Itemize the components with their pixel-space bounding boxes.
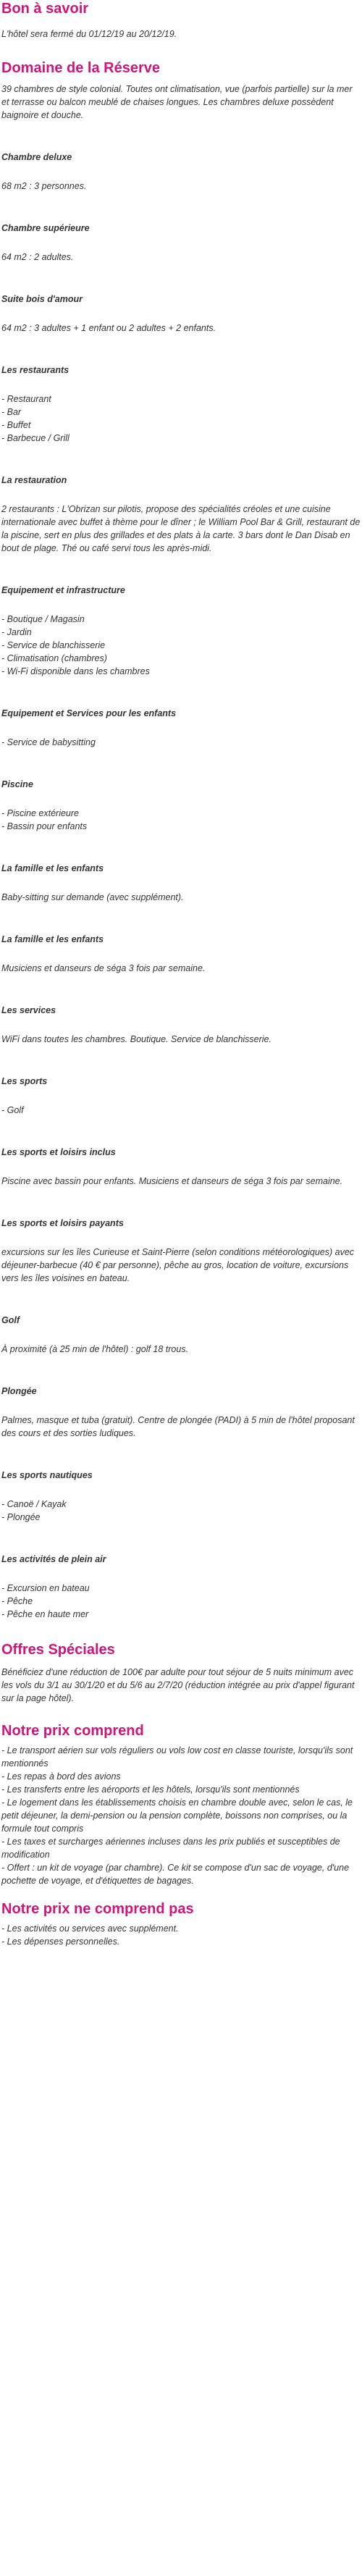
section (1, 1314, 361, 1356)
list-item: - Le transport aérien sur vols réguliers ou vols low cost en classe touriste, lorsqu'ils sont mentionnés (1, 1745, 353, 1769)
section (1, 293, 361, 335)
section-title: Les sports et loisirs inclus (1, 1147, 116, 1157)
section-title: Chambre supérieure (1, 223, 90, 233)
section (1, 1385, 361, 1440)
list-item: - Climatisation (chambres) (1, 653, 107, 663)
section-list (1, 613, 361, 678)
list-item: - Buffet (1, 420, 31, 430)
section (1, 222, 361, 264)
prix-comprend-list (1, 1744, 361, 1887)
section-text: WiFi dans toutes les chambres. Boutique. Service de blanchisserie. (1, 1034, 272, 1044)
list-item: - Bar (1, 407, 22, 417)
prix-ne-comprend-list (1, 1922, 361, 1948)
section-list (1, 1582, 361, 1621)
section-title: Plongée (1, 1386, 37, 1396)
list-item: - Les repas à bord des avions (1, 1771, 121, 1782)
section-title: La famille et les enfants (1, 934, 104, 944)
section (1, 1217, 361, 1285)
list-item: - Canoë / Kayak (1, 1499, 67, 1509)
section-title: Equipement et Services pour les enfants (1, 708, 177, 718)
section-title: Les restaurants (1, 365, 70, 375)
section-text: Musiciens et danseurs de séga 3 fois par semaine. (1, 963, 206, 973)
section-title: Golf (1, 1315, 20, 1325)
section-text: Baby-sitting sur demande (avec supplément). (1, 892, 184, 902)
section-title: Equipement et infrastructure (1, 585, 125, 595)
section (1, 1553, 361, 1621)
section-list (1, 736, 361, 749)
section-text: Piscine avec bassin pour enfants. Musiciens et danseurs de séga 3 fois par semaine. (1, 1176, 343, 1186)
section (1, 1146, 361, 1188)
section-text: À proximité (à 25 min de l'hôtel) : golf 18 trous. (1, 1344, 189, 1354)
section-list (1, 807, 361, 833)
section (1, 1075, 361, 1117)
section (1, 584, 361, 678)
section-title: Les activités de plein air (1, 1554, 106, 1564)
section (1, 474, 361, 555)
section-text: 2 restaurants : L'Obrizan sur pilotis, propose des spécialités créoles et une cuisine internationale avec buffet à thème pour le dîner ; le William Pool Bar & Grill, restaurant de la piscine, sert en plus des grillades et des plats à la carte. 3 bars dont le Dan Disab en bout de plage. Thé ou café servi tous les après-midi. (1, 504, 361, 553)
section-list (1, 1498, 361, 1524)
section-title: Piscine (1, 779, 33, 789)
list-item: - Excursion en bateau (1, 1583, 90, 1593)
section (1, 1469, 361, 1524)
section-title: Les sports (1, 1076, 48, 1086)
list-item: - Service de babysitting (1, 737, 96, 747)
section (1, 151, 361, 193)
list-item: - Wi-Fi disponible dans les chambres (1, 666, 150, 676)
list-item: - Golf (1, 1105, 24, 1115)
section-text: 68 m2 : 3 personnes. (1, 181, 87, 191)
list-item: - Pêche (1, 1596, 33, 1606)
list-item: - Piscine extérieure (1, 808, 79, 818)
section-text: 64 m2 : 3 adultes + 1 enfant ou 2 adultes + 2 enfants. (1, 323, 216, 333)
list-item: - Pêche en haute mer (1, 1609, 89, 1619)
section (1, 1004, 361, 1046)
offres-text: Bénéficiez d'une réduction de 100€ par adulte pour tout séjour de 5 nuits minimum avec les vols du 3/1 au 30/1/20 et du 5/6 au 2/7/20 (réduction intégrée au prix d'appel figurant sur la page hôtel). (1, 1667, 355, 1703)
prix-comprend-heading: Notre prix comprend (1, 1723, 144, 1739)
list-item: - Service de blanchisserie (1, 640, 106, 650)
section-title: Les sports et loisirs payants (1, 1218, 124, 1228)
list-item: - Jardin (1, 627, 32, 637)
section (1, 778, 361, 833)
section-text: 64 m2 : 2 adultes. (1, 252, 74, 262)
prix-ne-comprend-heading: Notre prix ne comprend pas (1, 1901, 194, 1917)
section-title: Les services (1, 1005, 56, 1015)
section-title: La restauration (1, 475, 67, 485)
offres-heading: Offres Spéciales (1, 1642, 115, 1658)
domaine-heading: Domaine de la Réserve (1, 60, 160, 76)
list-item: - Boutique / Magasin (1, 614, 85, 624)
section-title: Suite bois d'amour (1, 294, 83, 304)
section (1, 933, 361, 975)
section-list (1, 1104, 361, 1117)
list-item: - Barbecue / Grill (1, 433, 70, 443)
section-title: Chambre deluxe (1, 152, 72, 162)
bon-a-savoir-text: L'hôtel sera fermé du 01/12/19 au 20/12/19. (1, 29, 177, 39)
list-item: - Les activités ou services avec supplément. (1, 1923, 179, 1934)
list-item: - Le logement dans les établissements choisis en chambre double avec, selon le cas, le petit déjeuner, la demi-pension ou la pension complète, boissons non comprises, ou la formule tout compris (1, 1797, 353, 1834)
sections-container (1, 151, 361, 1621)
section-list (1, 393, 361, 445)
list-item: - Les transferts entre les aéroports et les hôtels, lorsqu'ils sont mentionnés (1, 1784, 300, 1795)
section-text: excursions sur les îles Curieuse et Saint-Pierre (selon conditions météorologiques) avec déjeuner-barbecue (40 € par personne), pêche au gros, location de voiture, excursions vers les îles voisines en bateau. (1, 1247, 355, 1283)
section (1, 707, 361, 749)
section-title: Les sports nautiques (1, 1470, 93, 1480)
section (1, 862, 361, 904)
list-item: - Offert : un kit de voyage (par chambre). Ce kit se compose d'un sac de voyage, d'une pochette de voyage, et d'étiquettes de bagages. (1, 1863, 350, 1886)
list-item: - Bassin pour enfants (1, 821, 88, 831)
section-text: Palmes, masque et tuba (gratuit). Centre de plongée (PADI) à 5 min de l'hôtel proposant des cours et des sorties ludiques. (1, 1415, 355, 1438)
section-title: La famille et les enfants (1, 863, 104, 873)
list-item: - Plongée (1, 1512, 41, 1522)
list-item: - Restaurant (1, 394, 51, 404)
list-item: - Les taxes et surcharges aériennes incluses dans les prix publiés et susceptibles de modification (1, 1837, 340, 1860)
domaine-description: 39 chambres de style colonial. Toutes ont climatisation, vue (parfois partielle) sur la mer et terrasse ou balcon meublé de chaises longues. Les chambres deluxe possèdent baignoire et douche. (1, 84, 353, 120)
list-item: - Les dépenses personnelles. (1, 1937, 120, 1947)
section (1, 364, 361, 445)
bon-a-savoir-heading: Bon à savoir (1, 1, 89, 17)
